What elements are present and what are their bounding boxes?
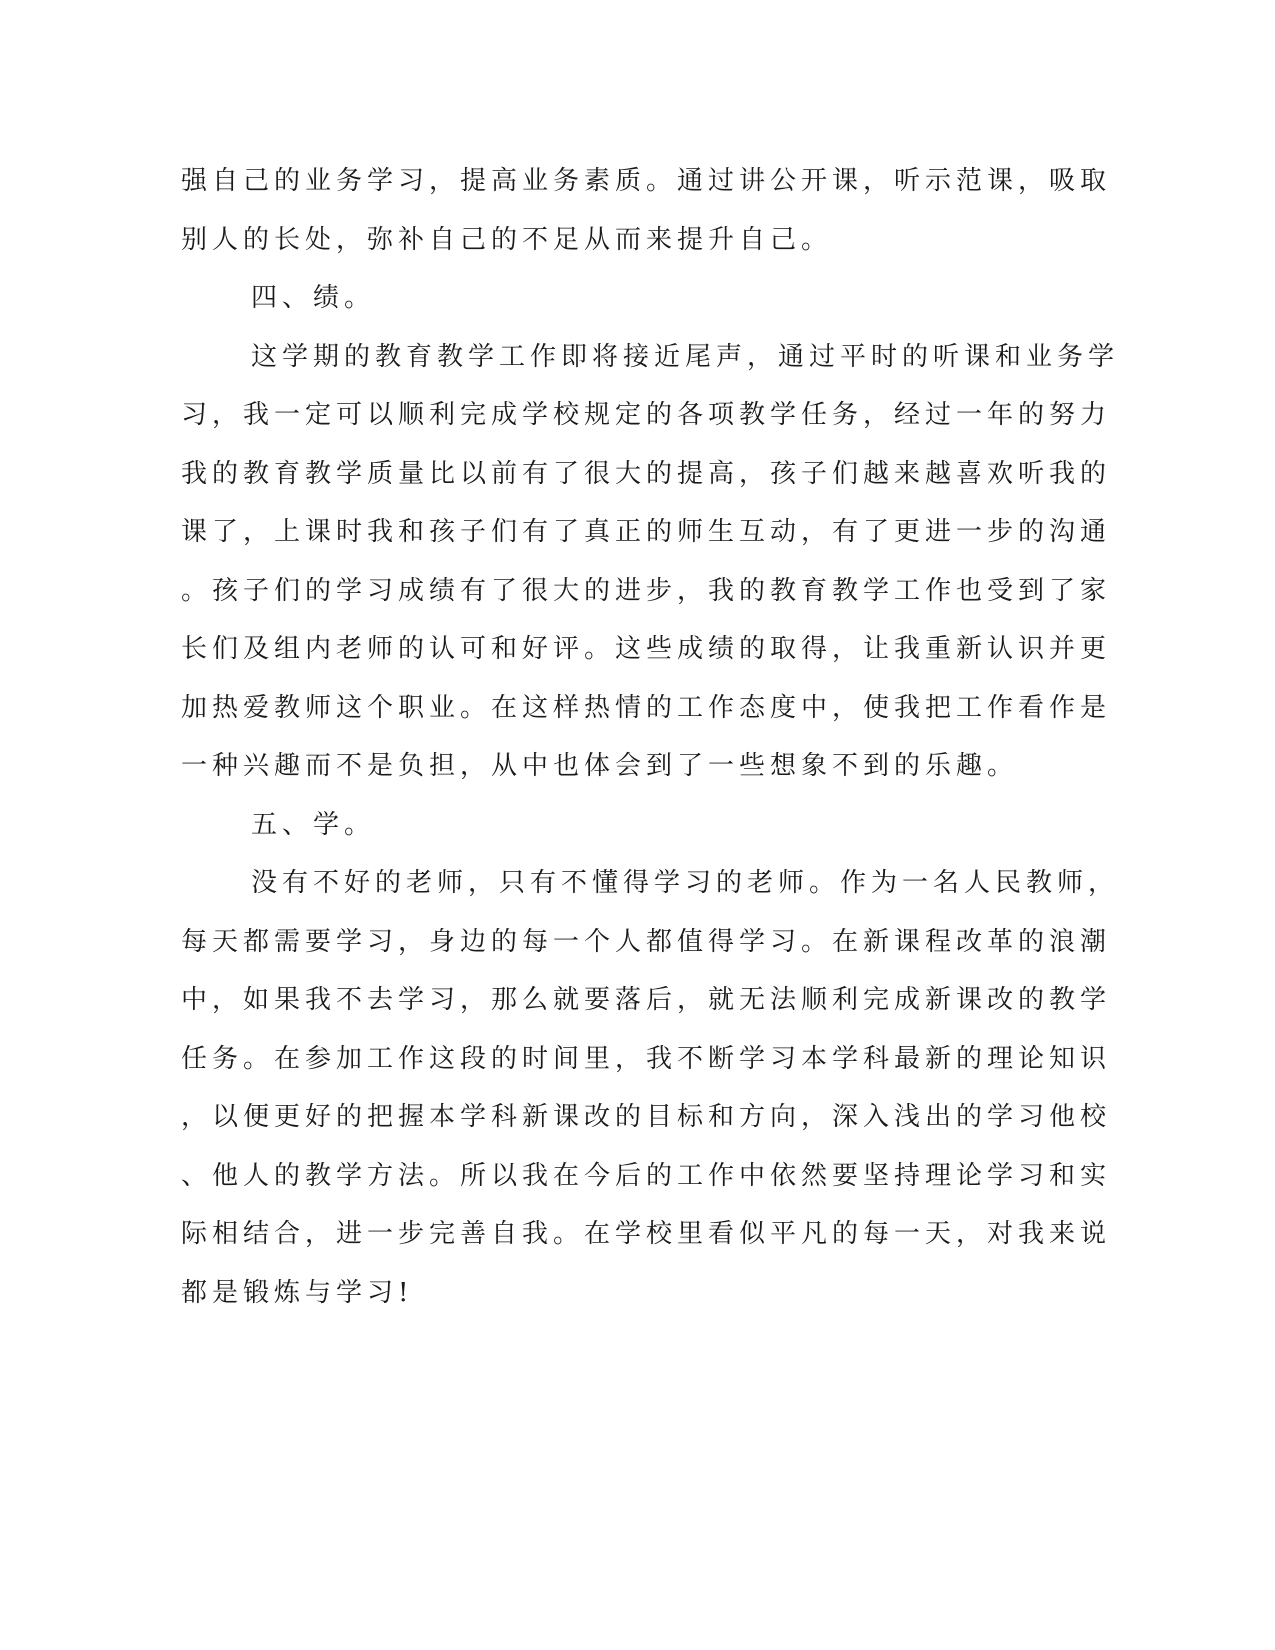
paragraph-first-line: 没有不好的老师，只有不懂得学习的老师。作为一名人民教师， [251, 868, 1120, 898]
text-line: ，以便更好的把握本学科新课改的目标和方向，深入浅出的学习他校 [181, 1102, 1112, 1132]
text-line: 都是锻炼与学习! [181, 1278, 414, 1308]
section-heading-5: 五、学。 [251, 810, 376, 840]
text-line: 别人的长处，弥补自己的不足从而来提升自己。 [181, 225, 833, 255]
text-line: 强自己的业务学习，提高业务素质。通过讲公开课，听示范课，吸取 [181, 166, 1112, 196]
text-line: 一种兴趣而不是负担，从中也体会到了一些想象不到的乐趣。 [181, 751, 1019, 781]
text-line: 、他人的教学方法。所以我在今后的工作中依然要坚持理论学习和实 [181, 1161, 1112, 1191]
text-line: 长们及组内老师的认可和好评。这些成绩的取得，让我重新认识并更 [181, 634, 1112, 664]
paragraph-first-line: 这学期的教育教学工作即将接近尾声，通过平时的听课和业务学 [251, 342, 1120, 372]
section-heading-4: 四、绩。 [251, 283, 376, 313]
text-line: 任务。在参加工作这段的时间里，我不断学习本学科最新的理论知识 [181, 1044, 1112, 1074]
text-line: 。孩子们的学习成绩有了很大的进步，我的教育教学工作也受到了家 [181, 576, 1112, 606]
text-line: 我的教育教学质量比以前有了很大的提高，孩子们越来越喜欢听我的 [181, 459, 1112, 489]
text-line: 际相结合，进一步完善自我。在学校里看似平凡的每一天，对我来说 [181, 1219, 1112, 1249]
text-line: 课了，上课时我和孩子们有了真正的师生互动，有了更进一步的沟通 [181, 517, 1112, 547]
text-line: 加热爱教师这个职业。在这样热情的工作态度中，使我把工作看作是 [181, 693, 1112, 723]
text-line: 每天都需要学习，身边的每一个人都值得学习。在新课程改革的浪潮 [181, 927, 1112, 957]
text-line: 中，如果我不去学习，那么就要落后，就无法顺利完成新课改的教学 [181, 985, 1112, 1015]
text-line: 习，我一定可以顺利完成学校规定的各项教学任务，经过一年的努力 [181, 400, 1112, 430]
